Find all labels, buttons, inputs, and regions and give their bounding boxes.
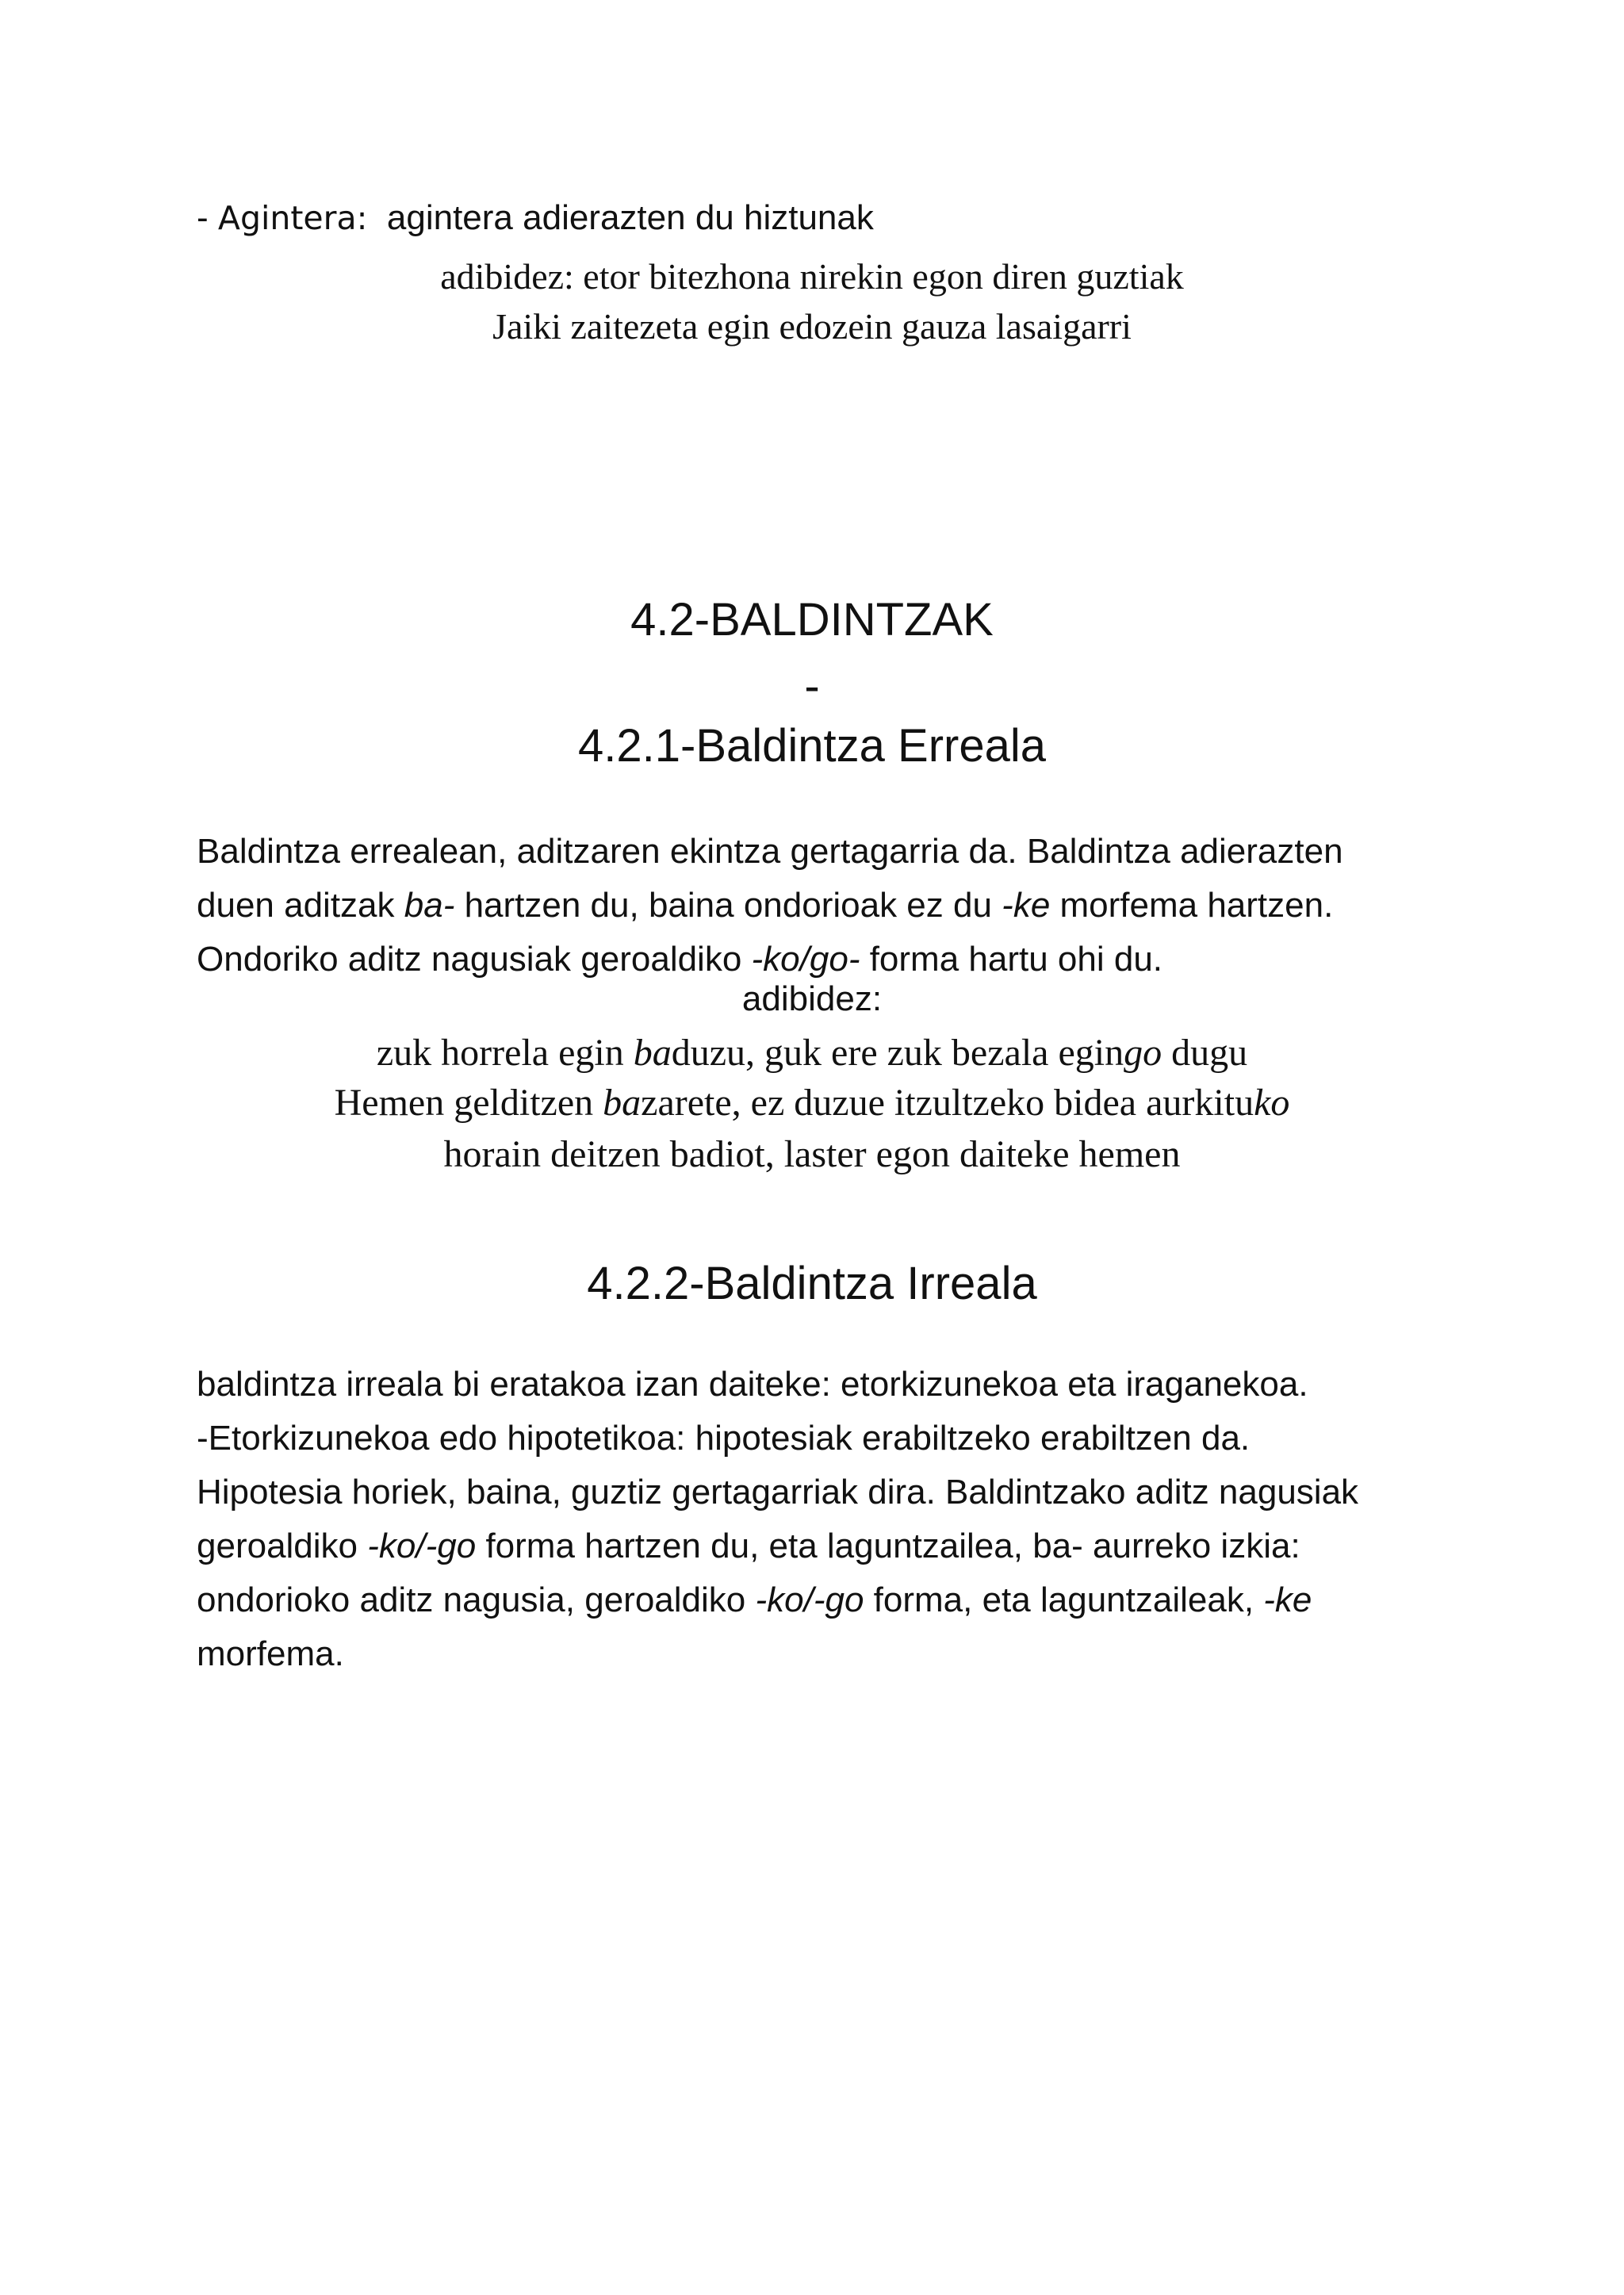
agintera-term: Agintera: <box>217 199 368 237</box>
irreala-paragraph <box>197 1358 1358 1681</box>
section-separator: - <box>804 661 820 712</box>
erreala-title: 4.2.1-Baldintza Erreala <box>578 720 1046 772</box>
paragraph-line: -Etorkizunekoa edo hipotetikoa: hipotesiak erabiltzeko erabiltzen da. <box>197 1419 1251 1458</box>
paragraph-line: Hipotesia horiek, baina, guztiz gertagarriak dira. Baldintzako aditz nagusiak <box>197 1473 1359 1511</box>
paragraph-line: ondorioko aditz nagusia, geroaldiko -ko/-go forma, eta laguntzaileak, -ke <box>197 1580 1312 1619</box>
erreala-example-3: horain deitzen badiot, laster egon daiteke hemen <box>443 1133 1181 1175</box>
erreala-paragraph <box>197 825 1343 987</box>
paragraph-line: baldintza irreala bi eratakoa izan daiteke: etorkizunekoa eta iraganekoa. <box>197 1365 1308 1404</box>
paragraph-line: Baldintza errealean, aditzaren ekintza gertagarria da. Baldintza adierazten <box>197 832 1343 871</box>
agintera-example-1: adibidez: etor bitezhona nirekin egon diren guztiak <box>440 256 1184 297</box>
erreala-adibidez-label: adibidez: <box>741 979 883 1018</box>
paragraph-line: morfema. <box>197 1634 344 1673</box>
paragraph-line: Ondoriko aditz nagusiak geroaldiko -ko/go- forma hartu ohi du. <box>197 940 1163 979</box>
paragraph-line: geroaldiko -ko/-go forma hartzen du, eta laguntzailea, ba- aurreko izkia: <box>197 1527 1300 1565</box>
agintera-example-2: Jaiki zaitezeta egin edozein gauza lasaigarri <box>492 306 1132 347</box>
agintera-text: agintera adierazten du hiztunak <box>386 198 874 237</box>
paragraph-line: duen aditzak ba- hartzen du, baina ondorioak ez du -ke morfema hartzen. <box>197 886 1334 925</box>
agintera-prefix: - <box>197 198 218 237</box>
erreala-example-1: zuk horrela egin baduzu, guk ere zuk bezala egingo dugu <box>376 1032 1248 1074</box>
erreala-example-2: Hemen gelditzen bazarete, ez duzue itzultzeko bidea aurkituko <box>334 1082 1290 1124</box>
irreala-title: 4.2.2-Baldintza Irreala <box>587 1258 1037 1309</box>
section-title: 4.2-BALDINTZAK <box>630 594 994 646</box>
agintera-line <box>197 198 874 238</box>
